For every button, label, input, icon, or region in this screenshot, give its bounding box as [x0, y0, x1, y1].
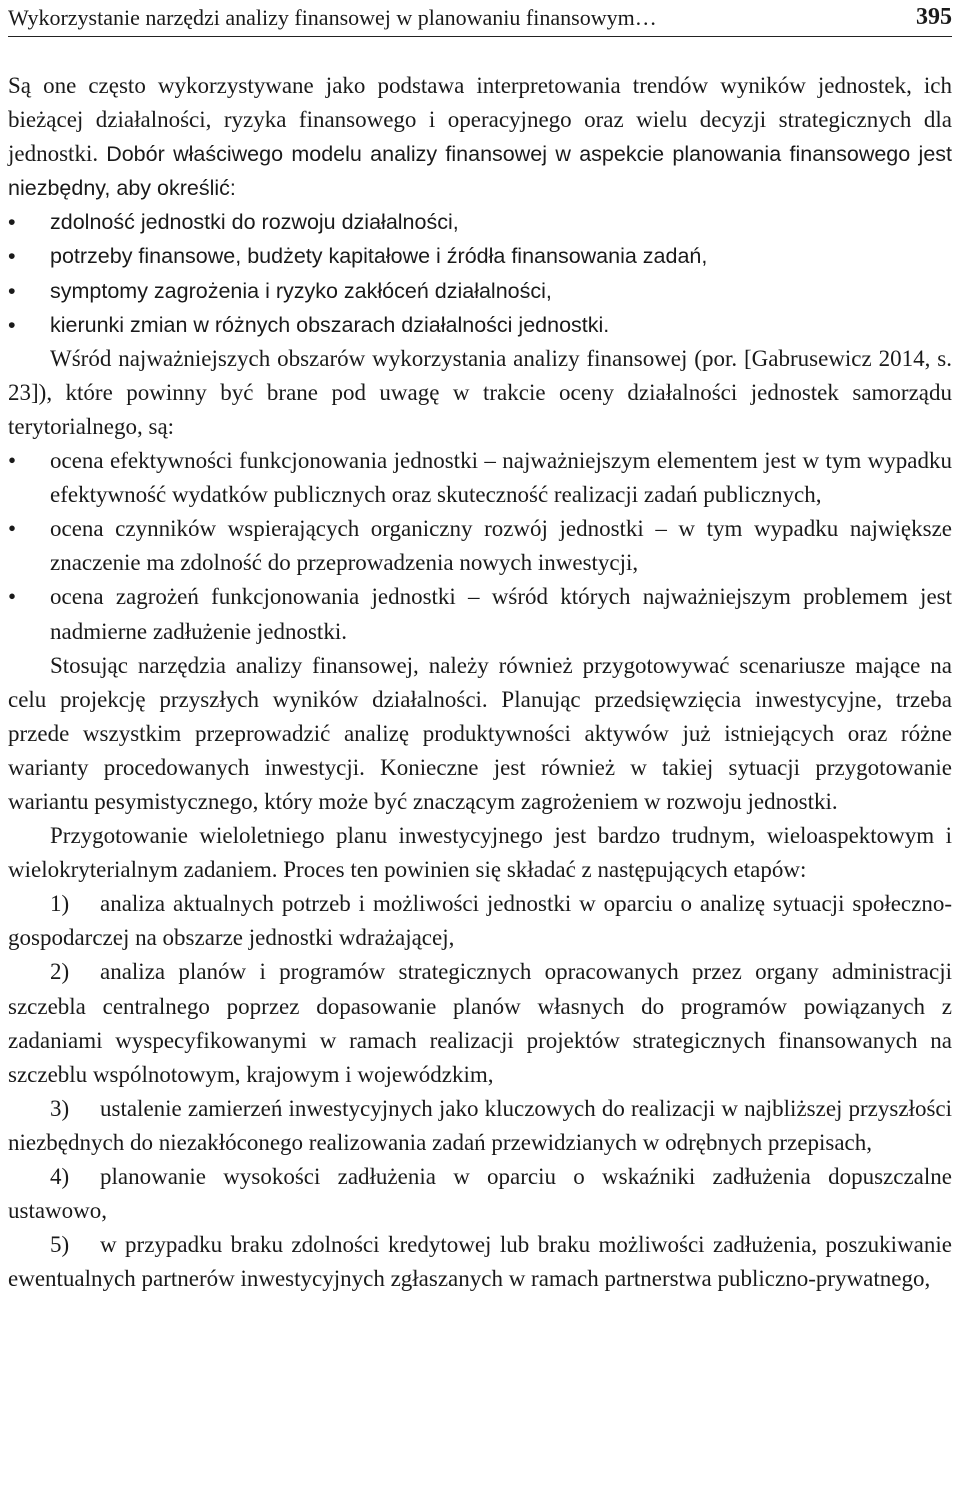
- step-text: analiza aktualnych potrzeb i możliwości jednostki w oparciu o analizę sytuacji społeczno-gospodarczej na obszarze jednostki wdrażającej,: [8, 891, 952, 951]
- step-number: 4): [50, 1164, 70, 1189]
- list-item: • zdolność jednostki do rozwoju działalności,: [8, 205, 952, 239]
- document-page: [8, 0, 952, 1296]
- step-text: w przypadku braku zdolności kredytowej lub braku możliwości zadłużenia, poszukiwanie ewentualnych partnerów inwestycyjnych zgłaszanych w ramach partnerstwa publiczno-prywatnego,: [8, 1232, 952, 1292]
- step-text: planowanie wysokości zadłużenia w oparciu o wskaźniki zadłużenia dopuszczalne ustawowo,: [8, 1164, 952, 1224]
- body-text: [8, 69, 952, 1296]
- list-item: • symptomy zagrożenia i ryzyko zakłóceń działalności,: [8, 274, 952, 308]
- step-number: 2): [50, 959, 70, 985]
- step-number: 1): [50, 891, 70, 917]
- step-text: analiza planów i programów strategicznych opracowanych przez organy administracji szczebla centralnego poprzez dopasowanie planów własnych do programów powiązanych z zadaniami wyspecyfikowanymi w ramach realizacji projektów strategicznych finansowanych na szczeblu wspólnotowym, krajowym i wojewódzkim,: [8, 959, 952, 1087]
- step-text: ustalenie zamierzeń inwestycyjnych jako kluczowych do realizacji w najbliższej przyszłości niezbędnych do niezakłóconego realizowania zadań przewidzianych w odrębnych przepisach,: [8, 1095, 952, 1155]
- paragraph-4: Przygotowanie wieloletniego planu inwestycyjnego jest bardzo trudnym, wieloaspektowym i wielokryterialnym zadaniem. Proces ten powinien się składać z następujących etapów:: [8, 823, 952, 883]
- list-item: • ocena zagrożeń funkcjonowania jednostki – wśród których najważniejszym problemem jest nadmierne zadłużenie jednostki.: [8, 580, 952, 648]
- step-number: 5): [50, 1232, 70, 1258]
- paragraph-1-serif: Są one często wykorzystywane jako podstawa interpretowania trendów wyników jednostek, ich bieżącej działalności, ryzyka finansowego i operacyjnego oraz wielu decyzji strategicznych dla jednostki.: [8, 73, 952, 167]
- list-item: • ocena czynników wspierających organiczny rozwój jednostki – w tym wypadku największe znaczenie ma zdolność do przeprowadzenia nowych inwestycji,: [8, 512, 952, 580]
- list-item: [8, 1228, 952, 1296]
- paragraph-1-sans: Dobór właściwego modelu analizy finansowej w aspekcie planowania finansowego jest niezbędny, aby określić:: [8, 142, 952, 201]
- list-item: [8, 955, 952, 1091]
- bullet-list-2: [8, 444, 952, 649]
- bullet-list-1: [8, 205, 952, 341]
- running-header: [8, 2, 952, 37]
- list-item: [8, 887, 952, 955]
- page-number: 395: [916, 4, 952, 30]
- paragraph-2: Wśród najważniejszych obszarów wykorzystania analizy finansowej (por. [Gabrusewicz 2014, s. 23]), które powinny być brane pod uwagę w trakcie oceny działalności jednostek samorządu terytorialnego, są:: [8, 345, 952, 439]
- list-item: [8, 1160, 952, 1228]
- paragraph-3: Stosując narzędzia analizy finansowej, należy również przygotowywać scenariusze mające na celu projekcję przyszłych wyników działalności. Planując przedsięwzięcia inwestycyjne, trzeba przede wszystkim przeprowadzić analizę produktywności aktywów już istniejących oraz różne warianty procedowanych inwestycji. Konieczne jest również w takiej sytuacji przygotowanie wariantu pesymistycznego, który może być znaczącym zagrożeniem w rozwoju jednostki.: [8, 652, 952, 814]
- list-item: • potrzeby finansowe, budżety kapitałowe i źródła finansowania zadań,: [8, 239, 952, 273]
- paragraph-1: [8, 69, 952, 205]
- list-item: [8, 1092, 952, 1160]
- list-item: • ocena efektywności funkcjonowania jednostki – najważniejszym elementem jest w tym wypadku efektywność wydatków publicznych oraz skuteczność realizacji zadań publicznych,: [8, 444, 952, 512]
- stage-list: [8, 887, 952, 1296]
- step-number: 3): [50, 1095, 70, 1121]
- list-item: • kierunki zmian w różnych obszarach działalności jednostki.: [8, 308, 952, 342]
- running-title: Wykorzystanie narzędzi analizy finansowej w planowaniu finansowym…: [8, 5, 657, 30]
